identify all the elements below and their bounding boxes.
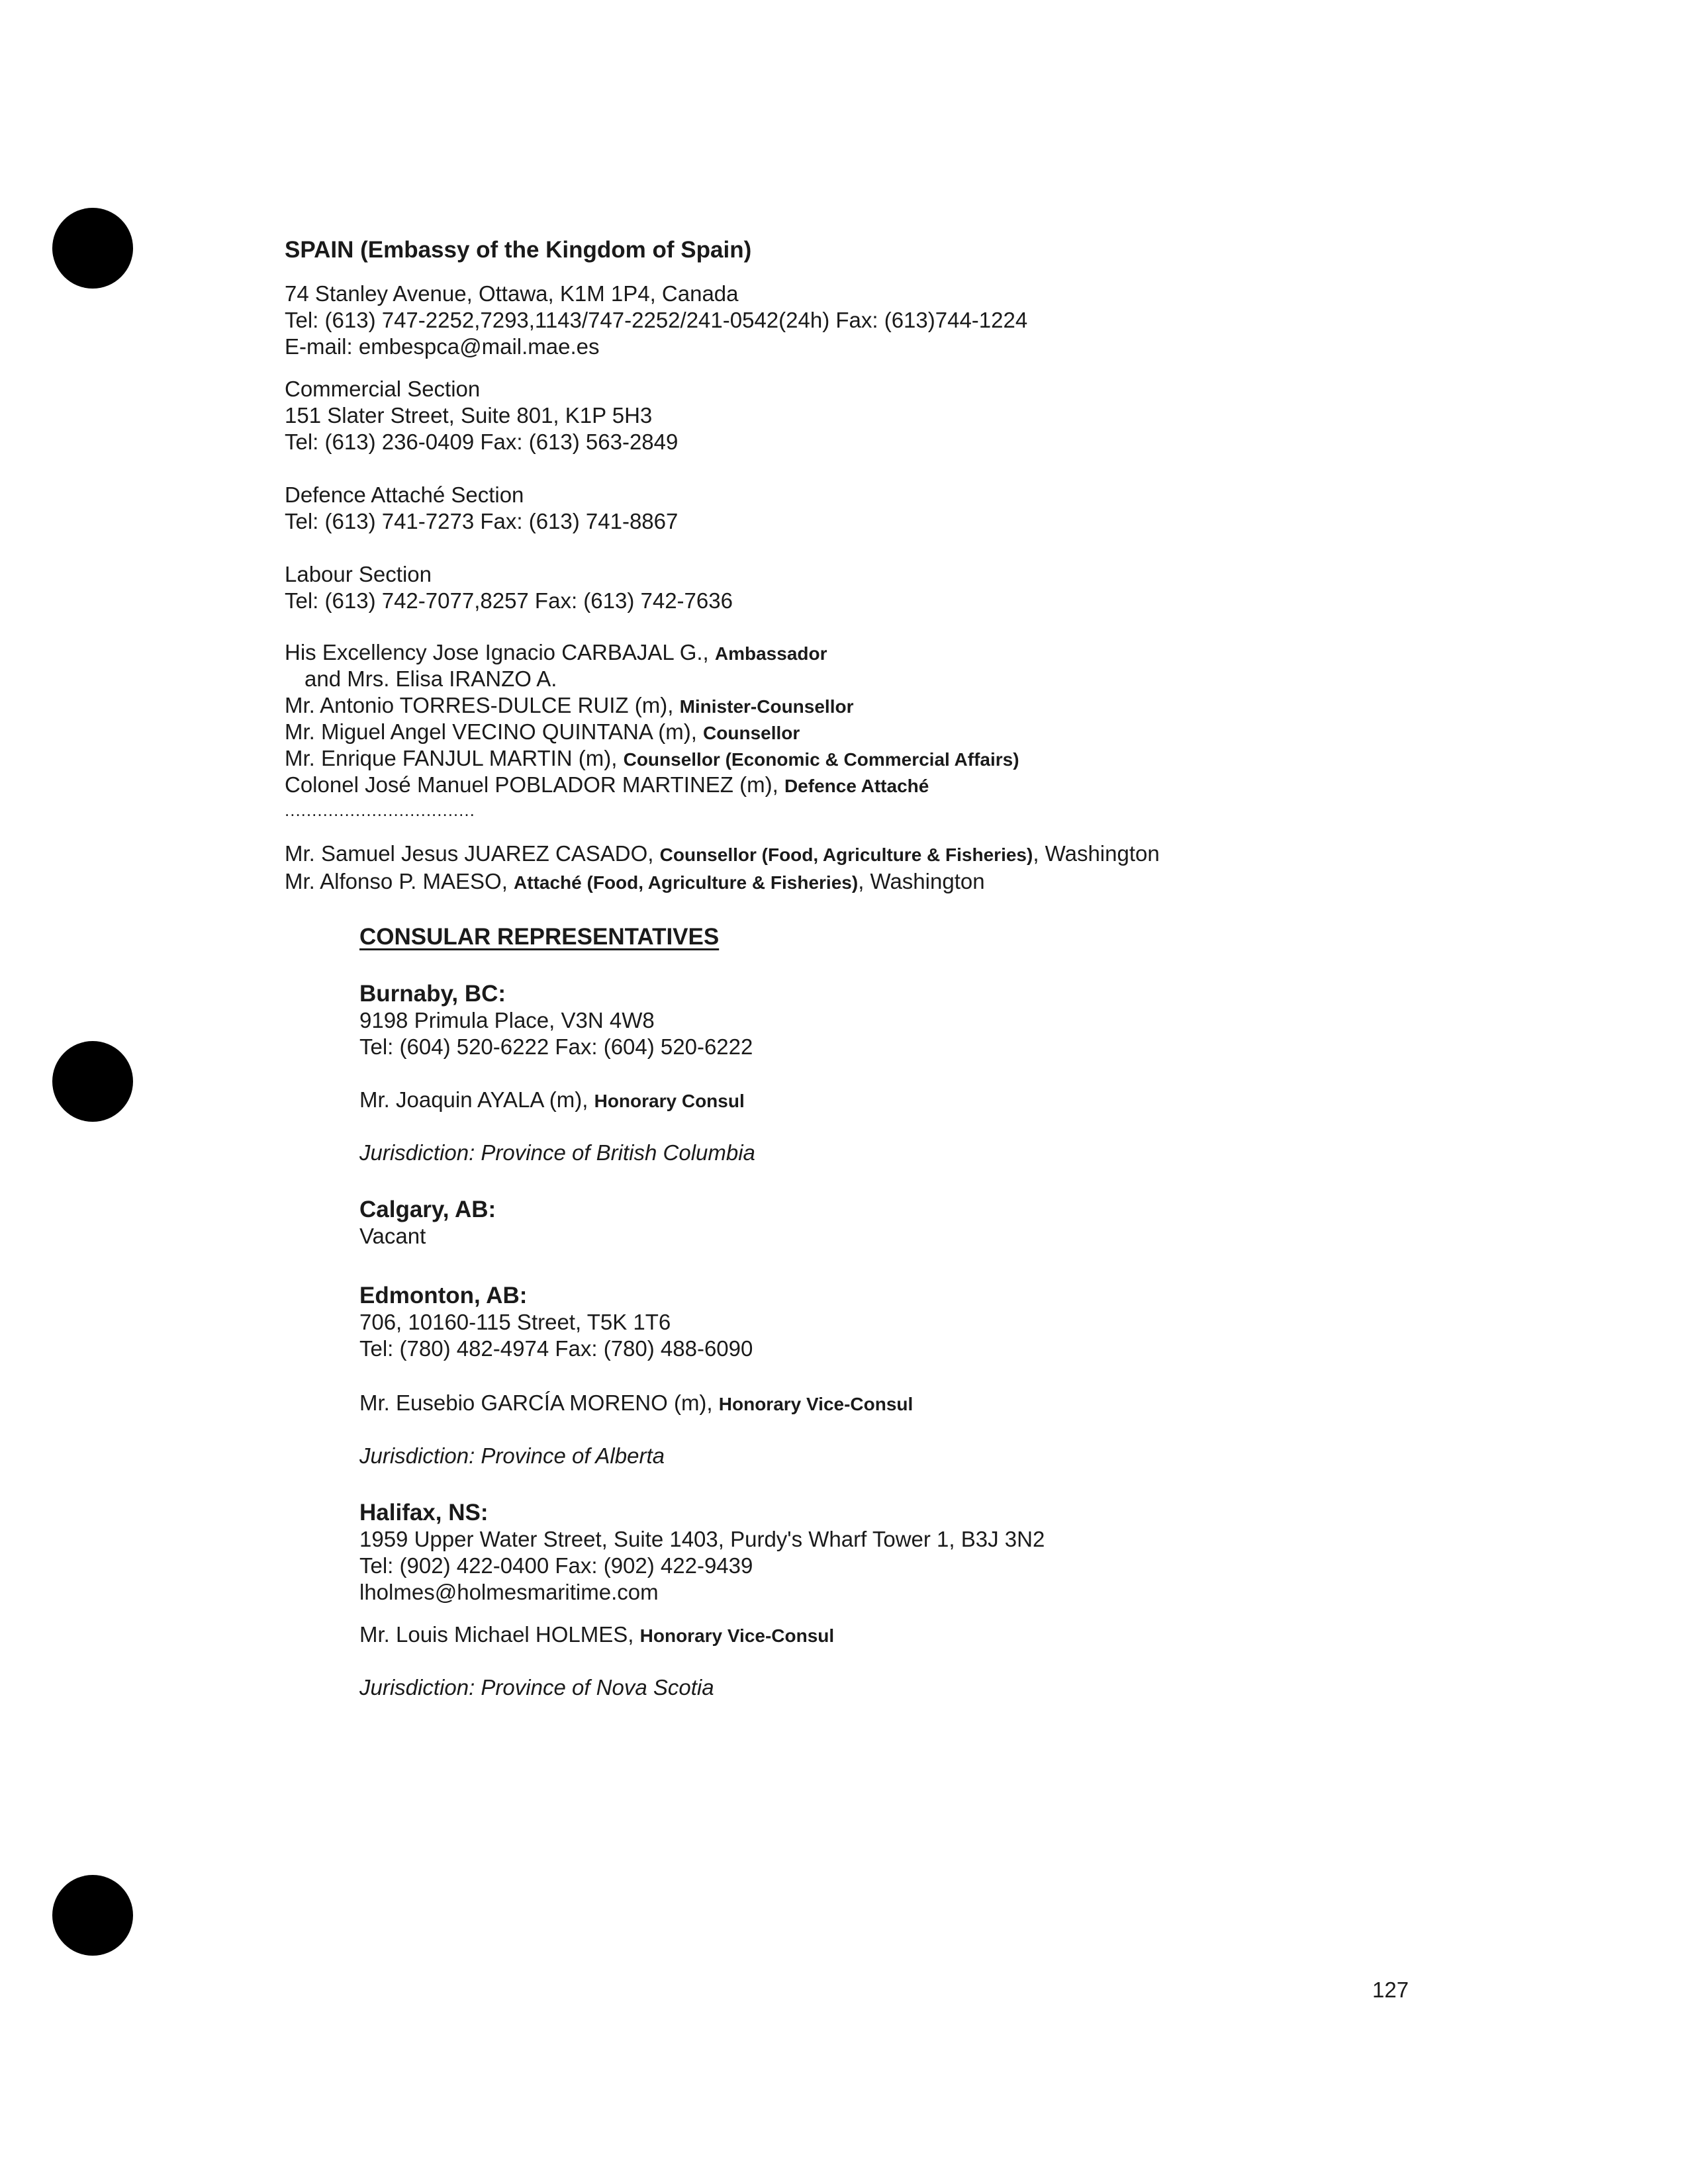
commercial-section-name: Commercial Section bbox=[285, 377, 481, 401]
staff-entry bbox=[285, 639, 827, 667]
staff-location: , Washington bbox=[858, 869, 985, 893]
office-city-edmonton: Edmonton, AB: bbox=[359, 1283, 528, 1308]
embassy-tel: Tel: (613) 747-2252,7293,1143/747-2252/241-0542(24h) Fax: (613)744-1224 bbox=[285, 308, 1028, 332]
staff-title: Ambassador bbox=[714, 643, 827, 664]
staff-entry bbox=[285, 692, 853, 720]
staff-entry bbox=[285, 719, 800, 747]
office-email: lholmes@holmesmaritime.com bbox=[359, 1580, 659, 1604]
commercial-section-tel: Tel: (613) 236-0409 Fax: (613) 563-2849 bbox=[285, 430, 679, 454]
person-title: Honorary Vice-Consul bbox=[718, 1394, 914, 1414]
staff-name: Colonel José Manuel POBLADOR MARTINEZ (m), bbox=[285, 772, 784, 797]
person-title: Honorary Vice-Consul bbox=[639, 1625, 835, 1646]
office-status: Vacant bbox=[359, 1224, 426, 1248]
labour-section-tel: Tel: (613) 742-7077,8257 Fax: (613) 742-7636 bbox=[285, 588, 733, 613]
defence-section-tel: Tel: (613) 741-7273 Fax: (613) 741-8867 bbox=[285, 509, 679, 533]
office-tel: Tel: (604) 520-6222 Fax: (604) 520-6222 bbox=[359, 1034, 753, 1059]
labour-section-name: Labour Section bbox=[285, 562, 432, 586]
separator-dots: ................................... bbox=[285, 800, 475, 820]
person-name: Mr. Eusebio GARCÍA MORENO (m), bbox=[359, 1390, 719, 1415]
staff-title: Attaché (Food, Agriculture & Fisheries) bbox=[514, 872, 859, 893]
staff-name: and Mrs. Elisa IRANZO A. bbox=[305, 666, 557, 691]
embassy-title: SPAIN (Embassy of the Kingdom of Spain) bbox=[285, 237, 752, 263]
staff-location: , Washington bbox=[1033, 841, 1160, 866]
office-address: 1959 Upper Water Street, Suite 1403, Purdy's Wharf Tower 1, B3J 3N2 bbox=[359, 1527, 1045, 1551]
office-jurisdiction: Jurisdiction: Province of Alberta bbox=[359, 1443, 665, 1468]
office-person bbox=[359, 1390, 913, 1418]
person-title: Honorary Consul bbox=[594, 1091, 745, 1111]
office-person bbox=[359, 1087, 745, 1115]
staff-name: Mr. Enrique FANJUL MARTIN (m), bbox=[285, 746, 624, 770]
staff-title: Counsellor (Economic & Commercial Affairs) bbox=[623, 749, 1019, 770]
staff-title: Defence Attaché bbox=[784, 776, 929, 796]
staff-name: His Excellency Jose Ignacio CARBAJAL G., bbox=[285, 640, 715, 664]
staff-entry bbox=[305, 666, 557, 692]
office-address: 9198 Primula Place, V3N 4W8 bbox=[359, 1008, 655, 1032]
commercial-section-address: 151 Slater Street, Suite 801, K1P 5H3 bbox=[285, 403, 653, 428]
defence-section-name: Defence Attaché Section bbox=[285, 482, 524, 507]
office-tel: Tel: (780) 482-4974 Fax: (780) 488-6090 bbox=[359, 1336, 753, 1361]
embassy-address: 74 Stanley Avenue, Ottawa, K1M 1P4, Canada bbox=[285, 281, 739, 306]
person-name: Mr. Joaquin AYALA (m), bbox=[359, 1087, 594, 1112]
washington-staff-entry bbox=[285, 841, 1160, 868]
staff-entry bbox=[285, 745, 1019, 773]
washington-staff-entry bbox=[285, 868, 985, 896]
consular-heading: CONSULAR REPRESENTATIVES bbox=[359, 924, 720, 950]
page-number: 127 bbox=[1372, 1978, 1409, 2002]
office-person bbox=[359, 1621, 834, 1649]
staff-title: Counsellor bbox=[703, 723, 800, 743]
staff-title: Counsellor (Food, Agriculture & Fisheries) bbox=[659, 844, 1033, 865]
staff-name: Mr. Miguel Angel VECINO QUINTANA (m), bbox=[285, 719, 704, 744]
office-city-halifax: Halifax, NS: bbox=[359, 1500, 489, 1525]
embassy-email: E-mail: embespca@mail.mae.es bbox=[285, 334, 600, 359]
staff-entry bbox=[285, 772, 929, 799]
office-tel: Tel: (902) 422-0400 Fax: (902) 422-9439 bbox=[359, 1553, 753, 1578]
person-name: Mr. Louis Michael HOLMES, bbox=[359, 1622, 640, 1647]
staff-name: Mr. Alfonso P. MAESO, bbox=[285, 869, 514, 893]
staff-name: Mr. Samuel Jesus JUAREZ CASADO, bbox=[285, 841, 660, 866]
office-address: 706, 10160-115 Street, T5K 1T6 bbox=[359, 1310, 671, 1334]
office-city-burnaby: Burnaby, BC: bbox=[359, 981, 506, 1007]
office-jurisdiction: Jurisdiction: Province of British Columbia bbox=[359, 1140, 755, 1165]
staff-title: Minister-Counsellor bbox=[679, 696, 854, 717]
office-city-calgary: Calgary, AB: bbox=[359, 1197, 496, 1222]
office-jurisdiction: Jurisdiction: Province of Nova Scotia bbox=[359, 1675, 714, 1700]
staff-name: Mr. Antonio TORRES-DULCE RUIZ (m), bbox=[285, 693, 680, 717]
